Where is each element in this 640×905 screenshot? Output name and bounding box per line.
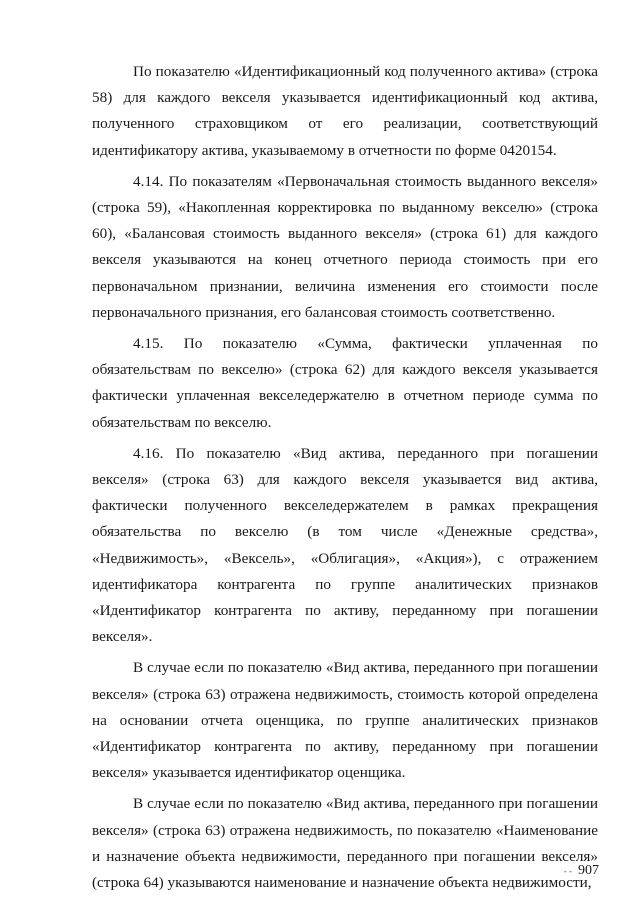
paragraph-4-15: 4.15. По показателю «Сумма, фактически уплаченная по обязательствам по векселю» (строка 62) для каждого векселя указывается фактически уплаченная векселедержателю в отчетном периоде сумма по обязательствам по векселю. bbox=[92, 335, 598, 431]
page-number-value: 907 bbox=[578, 863, 599, 878]
paragraph-asset-id-code: По показателю «Идентификационный код полученного актива» (строка 58) для каждого векселя указывается идентификационный код актива, полученного страховщиком от его реализации, соответствующий идентификатору актива, указываемому в отчетности по форме 0420154. bbox=[92, 63, 598, 159]
paragraph-4-16: 4.16. По показателю «Вид актива, переданного при погашении векселя» (строка 63) для каждого векселя указывается вид актива, фактически полученного векселедержателем в рамках прекращения обязательства по векселю (в том числе «Денежные средства», «Недвижимость», «Вексель», «Облигация», «Акция»), с отражением идентификатора контрагента по группе аналитических признаков «Идентификатор контрагента по активу, переданному при погашении векселя». bbox=[92, 444, 598, 646]
paragraph-real-estate-case: В случае если по показателю «Вид актива, переданного при погашении векселя» (строка 63) отражена недвижимость, по показателю «Наименование и назначение объекта недвижимости, переданного при погашении векселя» (строка 64) указываются наименование и назначение объекта недвижимости, bbox=[92, 795, 598, 892]
page-number-marks: - - bbox=[563, 865, 572, 876]
document-body bbox=[92, 59, 598, 901]
paragraph-appraiser-case: В случае если по показателю «Вид актива, переданного при погашении векселя» (строка 63) отражена недвижимость, стоимость которой определена на основании отчета оценщика, по группе аналитических признаков «Идентификатор контрагента по активу, переданному при погашении векселя» указывается идентификатор оценщика. bbox=[92, 659, 598, 782]
page-number bbox=[564, 863, 599, 879]
paragraph-4-14: 4.14. По показателям «Первоначальная стоимость выданного векселя» (строка 59), «Накопленная корректировка по выданному векселю» (строка 60), «Балансовая стоимость выданного векселя» (строка 61) для каждого векселя указываются на конец отчетного периода стоимость при его первоначальном признании, величина изменения его стоимости после первоначального признания, его балансовая стоимость соответственно. bbox=[92, 172, 598, 321]
